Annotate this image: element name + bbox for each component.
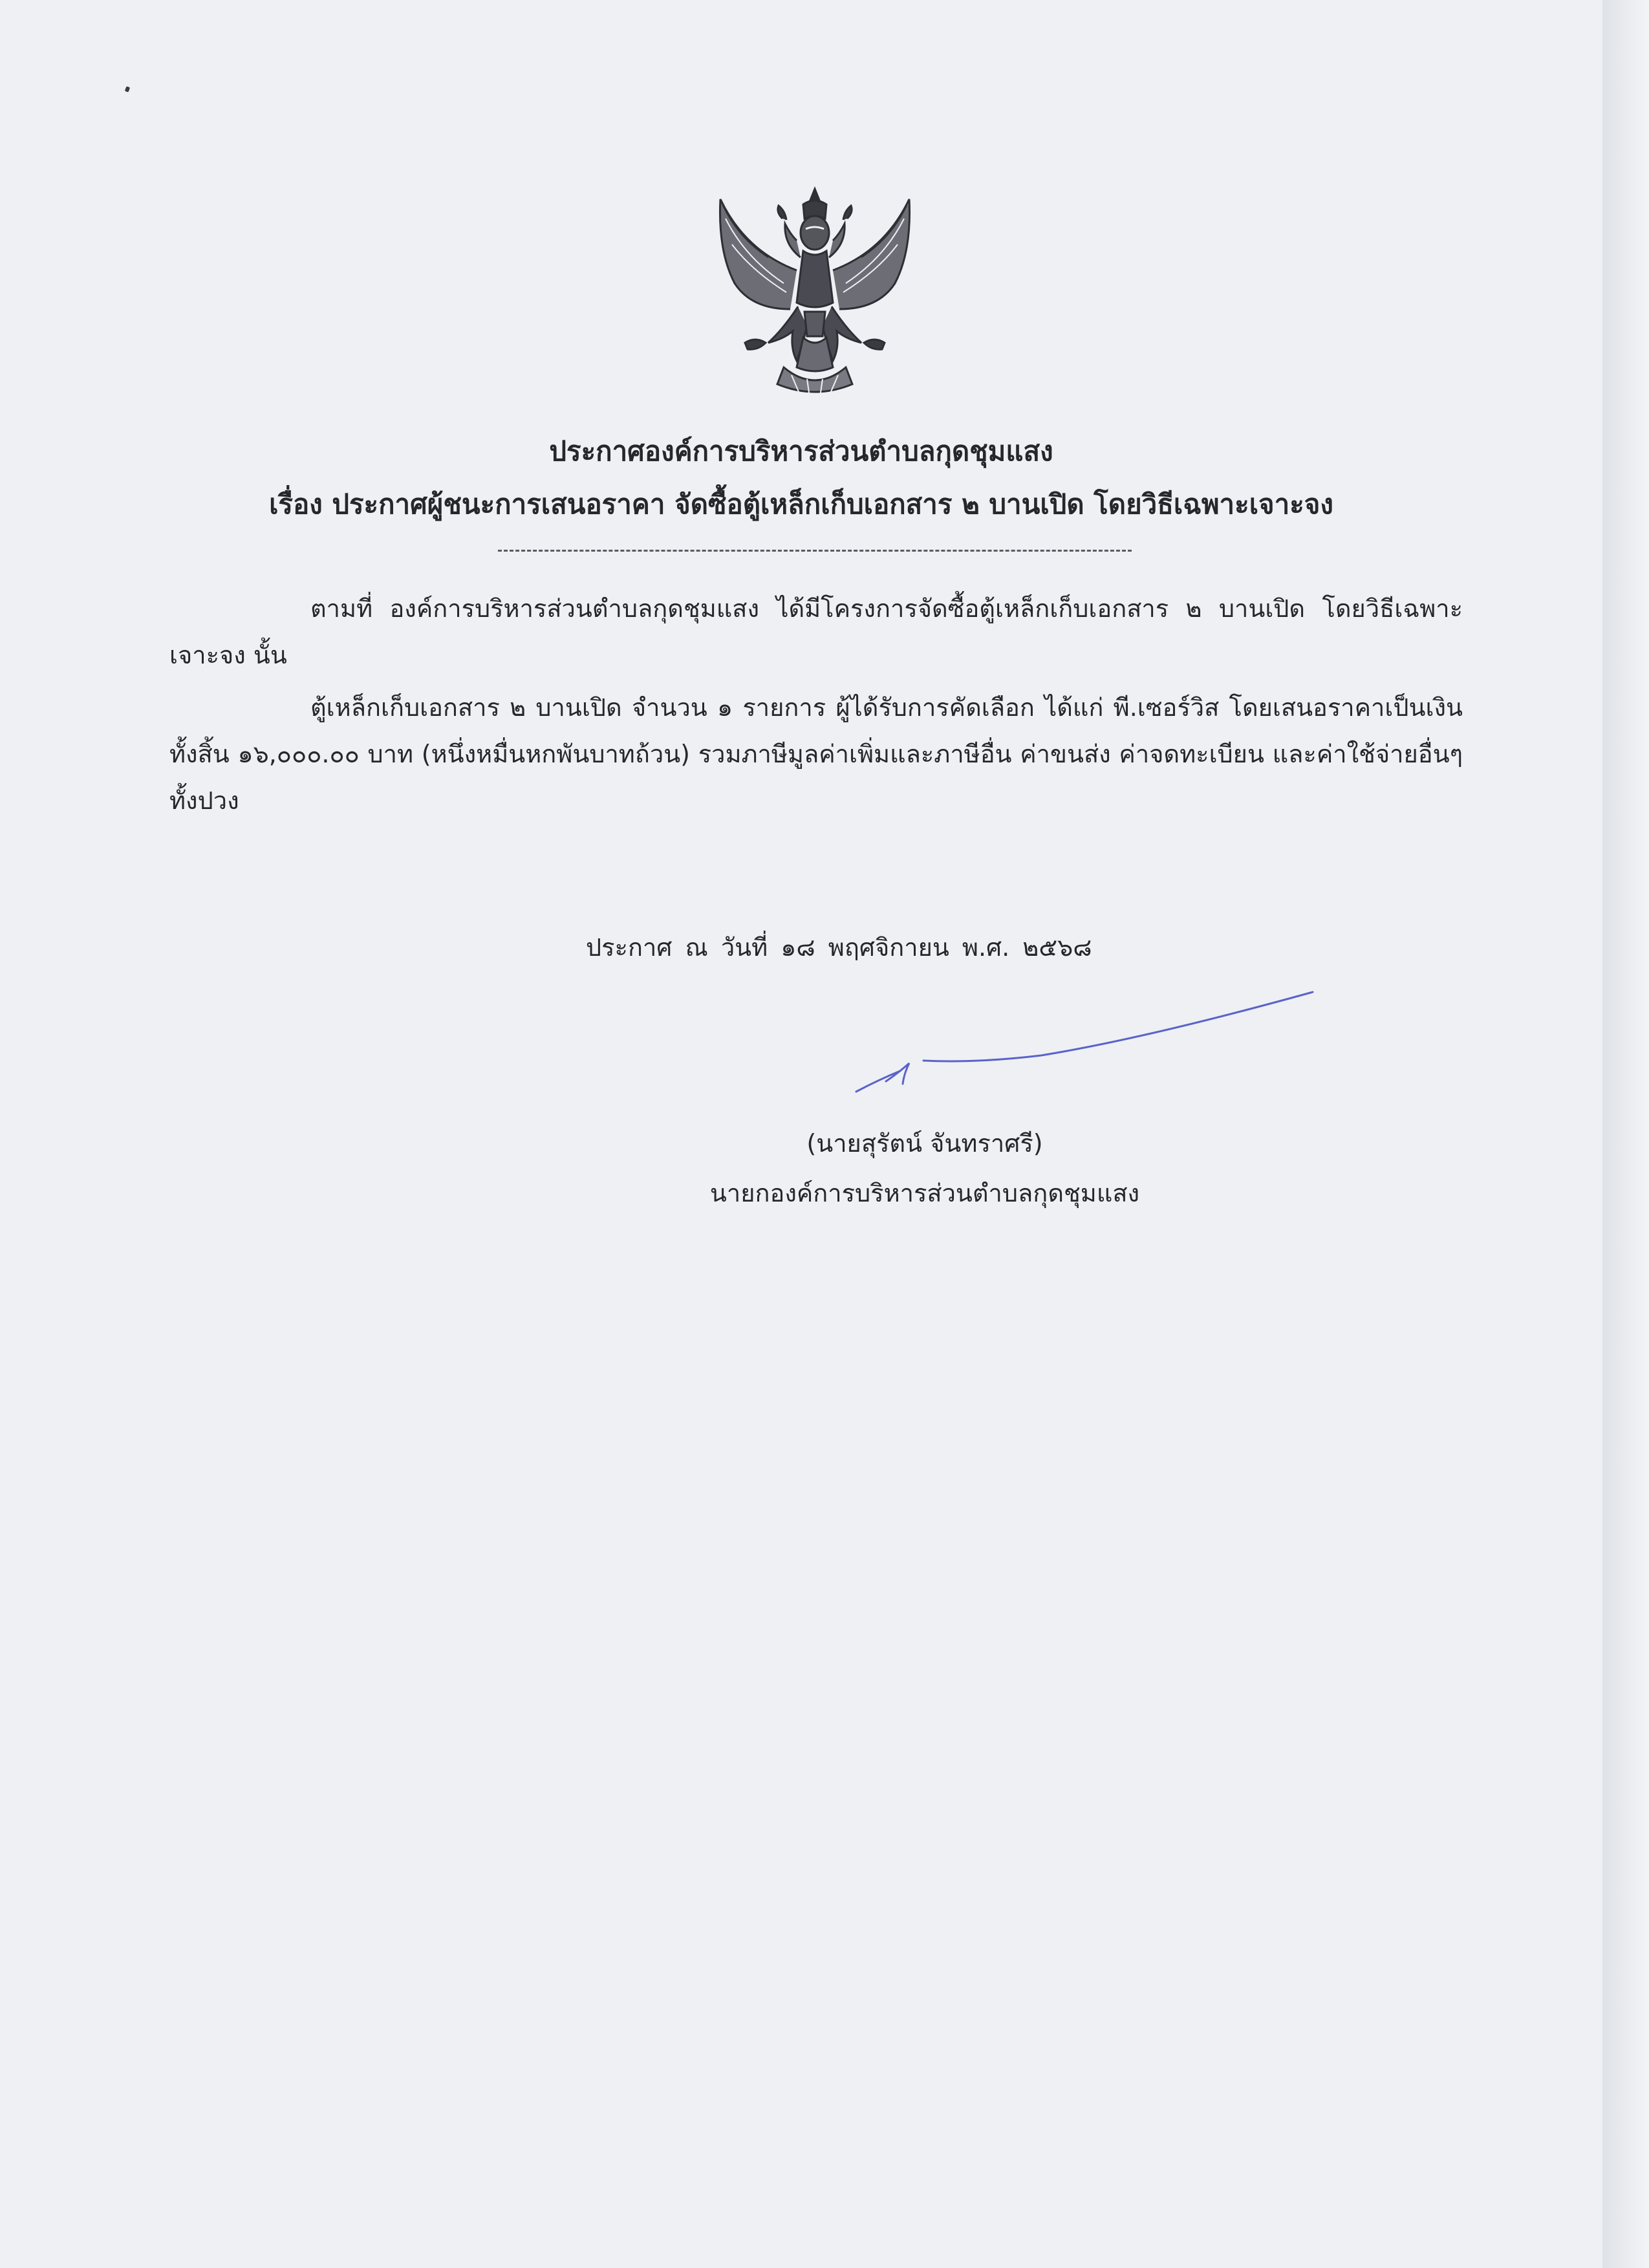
- handwritten-signature: [847, 983, 1319, 1099]
- announcement-subject: เรื่อง ประกาศผู้ชนะการเสนอราคา จัดซื้อตู้เหล็กเก็บเอกสาร ๒ บานเปิด โดยวิธีเฉพาะเจาะจง: [269, 488, 1333, 520]
- heading-divider: [498, 550, 1132, 552]
- garuda-emblem-icon: [706, 173, 923, 400]
- signatory-name: (นายสุรัตน์ จันทราศรี): [806, 1129, 1043, 1158]
- page-edge: [1602, 0, 1649, 2268]
- body-paragraph-winner: ตู้เหล็กเก็บเอกสาร ๒ บานเปิด จำนวน ๑ รายการ ผู้ได้รับการคัดเลือก ได้แก่ พี.เซอร์วิส โดยเสนอราคาเป็นเงินทั้งสิ้น ๑๖,๐๐๐.๐๐ บาท (หนึ่งหมื่นหกพันบาทถ้วน) รวมภาษีมูลค่าเพิ่มและภาษีอื่น ค่าขนส่ง ค่าจดทะเบียน และค่าใช้จ่ายอื่นๆ ทั้งปวง: [169, 693, 1463, 815]
- body-paragraph-project: ตามที่ องค์การบริหารส่วนตำบลกุดชุมแสง ได้มีโครงการจัดซื้อตู้เหล็กเก็บเอกสาร ๒ บานเปิด โดยวิธีเฉพาะเจาะจง นั้น: [169, 594, 1463, 669]
- paper-speck: [125, 86, 130, 92]
- announcement-date: ประกาศ ณ วันที่ ๑๘ พฤศจิกายน พ.ศ. ๒๕๖๘: [586, 933, 1092, 962]
- announcement-title: ประกาศองค์การบริหารส่วนตำบลกุดชุมแสง: [549, 435, 1053, 467]
- signatory-title: นายกองค์การบริหารส่วนตำบลกุดชุมแสง: [709, 1179, 1140, 1207]
